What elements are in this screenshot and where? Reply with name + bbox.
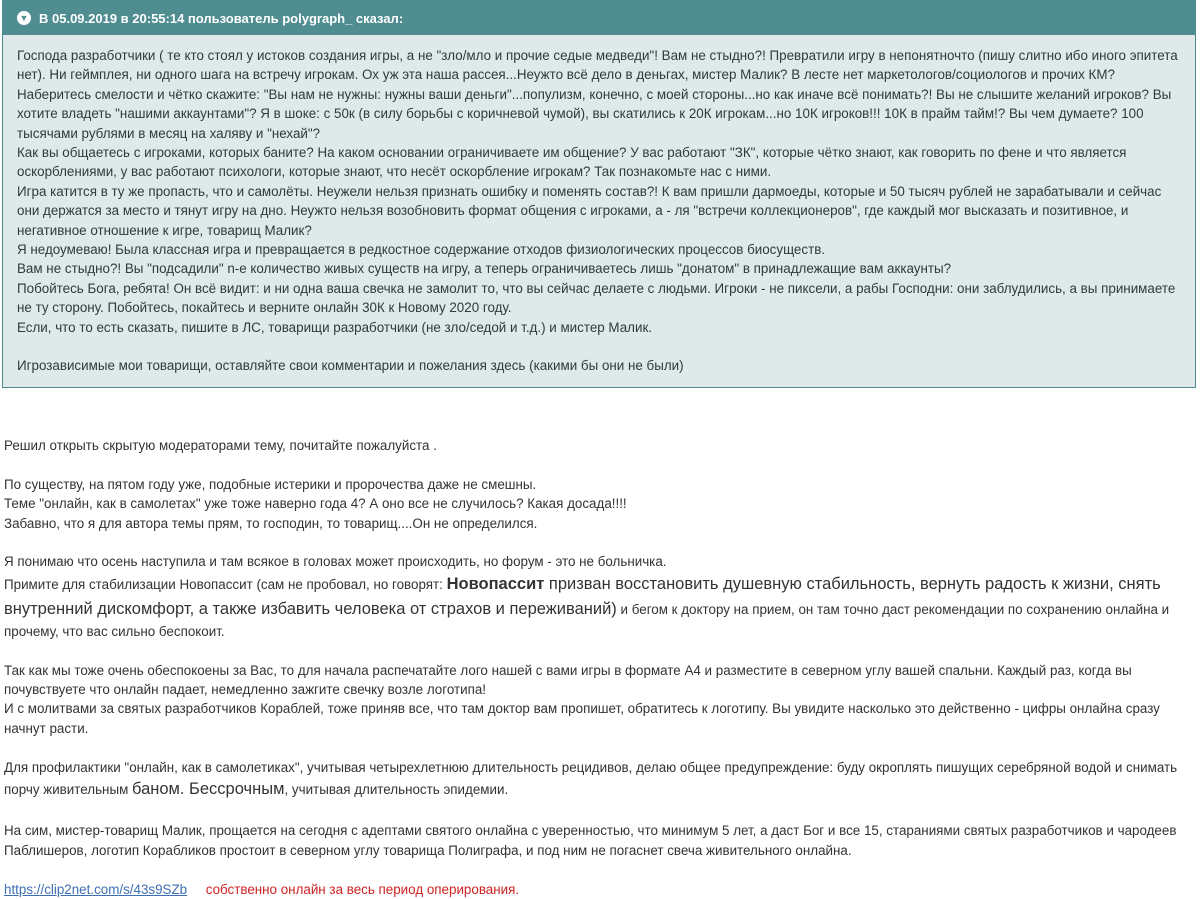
link-note: собственно онлайн за весь период оперирования. xyxy=(205,881,520,897)
post-paragraph: Я понимаю что осень наступила и там всякое в головах может происходить, но форум - это не больничка. xyxy=(4,554,667,570)
post-text: , учитывая длительность эпидемии. xyxy=(284,782,509,798)
quote-block xyxy=(2,0,1196,388)
quote-paragraph: Я недоумеваю! Была классная игра и превращается в редкостное содержание отходов физиологических процессов биосуществ. xyxy=(17,242,826,258)
post-paragraph-novopassit xyxy=(4,572,1196,641)
quote-body xyxy=(3,35,1195,376)
post-paragraph: Решил открыть скрытую модераторами тему, почитайте пожалуйста . xyxy=(4,438,437,453)
post-paragraph: По существу, на пятом году уже, подобные истерики и пророчества даже не смешны. xyxy=(4,476,537,492)
quote-paragraph: Как вы общаетесь с игроками, которых баните? На каком основании ограничиваете им общение? У вас работают "ЗК", которые чётко знают, как говорить по фене и что является оскорблениями, у вас работают психологи, которые знают, что несёт оскорбление игрокам? Так познакомьте нас с ними. xyxy=(17,145,1127,180)
quote-header xyxy=(3,1,1195,35)
post-text: Для профилактики "онлайн, как в самолетиках", учитывая четырехлетнюю длительность рецидивов, делаю общее предупреждение: буду окроплять пишущих серебряной водой и снимать порчу живительным xyxy=(4,759,1178,798)
post-link-line xyxy=(4,880,1196,899)
post-paragraph: И с молитвами за святых разработчиков Кораблей, тоже приняв все, что там доктор вам пропишет, обратитесь к логотипу. Вы увидите насколько это действенно - цифры онлайна сразу начнут расти. xyxy=(4,701,1160,736)
quote-paragraph: Побойтесь Бога, ребята! Он всё видит: и ни одна ваша свечка не замолит то, что вы сейчас делаете с людьми. Игроки - не пиксели, а рабы Господни: они заблудились, а вы принимаете не ту сторону. Побойтесь, покайтесь и верните онлайн 30К к Новому 2020 году. xyxy=(17,280,1176,316)
collapse-chevron-icon[interactable]: ▼ xyxy=(17,11,31,25)
post-paragraph: Так как мы тоже очень обеспокоены за Вас, то для начала распечатайте лого нашей с вами игры в формате А4 и разместите в северном углу вашей спальни. Каждый раз, когда вы почувствуете что онлайн падает, немедленно зажгите свечку возле логотипа! xyxy=(4,662,1132,698)
clip2net-link[interactable]: https://clip2net.com/s/43s9SZb xyxy=(4,881,188,897)
post-text: Примите для стабилизации Новопассит (сам не пробовал, но говорят: xyxy=(4,576,447,592)
novopassit-quote: призван восстановить душевную стабильность, вернуть радость к жизни, снять внутренний дискомфорт, а также избавить человека от страхов и переживаний) xyxy=(4,574,1161,618)
quote-paragraph: Господа разработчики ( те кто стоял у истоков создания игры, а не "зло/мло и прочие седые медведи"! Вам не стыдно?! Превратили игру в непонятночто (пишу слитно ибо иного эпитета нет). Ни геймплея, ни одного шага на встречу игрокам. Ох уж эта наша рассея...Неужто всё дело в деньгах, мистер Малик? В лесте нет маркетологов/социологов и прочих КМ? Наберитесь смелости и чётко скажите: "Вы нам не нужны: нужны ваши деньги"...популизм, конечно, с моей стороны...но как иначе всё понимать?! Вы не слышите желаний игроков? Вы хотите владеть "нашими аккаунтами"? Я в шоке: с 50к (в силу борьбы с коричневой чумой), вы скатились к 20К игрокам...но 10К игроков!!! 10К в прайм тайм!? Вы чем думаете? 100 тысячами рублями в месяц на халяву и "нехай"? xyxy=(17,48,1178,141)
novopassit-bold: Новопассит xyxy=(446,574,545,593)
post-paragraph: На сим, мистер-товарищ Малик, прощается на сегодня с адептами святого онлайна с уверенностью, что минимум 5 лет, а даст Бог и все 15, стараниями святых разработчиков и чародеев Паблишеров, логотип Корабликов простоит в северном углу товарища Полиграфа, и под ним не погаснет свеча живительного онлайна. xyxy=(4,823,1177,858)
post-paragraph: Забавно, что я для автора темы прям, то господин, то товарищ....Он не определился. xyxy=(4,515,538,531)
post-paragraph: Теме "онлайн, как в самолетах" уже тоже наверно года 4? А оно все не случилось? Какая досада!!!! xyxy=(4,496,627,512)
quote-paragraph: Вам не стыдно?! Вы "подсадили" n-е количество живых существ на игру, а теперь ограничиваетесь лишь "донатом" в принадлежащие вам аккаунты? xyxy=(17,261,952,277)
quote-author-line: В 05.09.2019 в 20:55:14 пользователь polygraph_ сказал: xyxy=(39,10,404,26)
post-text: и бегом к доктору на прием, он там точно даст рекомендации по сохранению онлайна и прочему, что вас сильно беспокоит. xyxy=(4,601,1170,639)
post-paragraph-ban xyxy=(4,758,1196,802)
post-body xyxy=(4,436,1196,899)
quote-paragraph: Игра катится в ту же пропасть, что и самолёты. Неужели нельзя признать ошибку и поменять состав?! К вам пришли дармоеды, которые и 50 тысяч рублей не зарабатывали и сейчас они держатся за место и тянут игру на дно. Неужто нельзя возобновить формат общения с игроками, а - ля "встречи коллекционеров", где каждый мог высказать и позитивное, и негативное отношение к игре, товарищ Малик? xyxy=(17,183,1162,238)
ban-text: баном. Бессрочным xyxy=(132,780,285,799)
quote-paragraph: Если, что то есть сказать, пишите в ЛС, товарищи разработчики (не зло/седой и т.д.) и мистер Малик. xyxy=(17,319,653,335)
quote-footer: Игрозависимые мои товарищи, оставляйте свои комментарии и пожелания здесь (какими бы они не были) xyxy=(17,358,684,374)
